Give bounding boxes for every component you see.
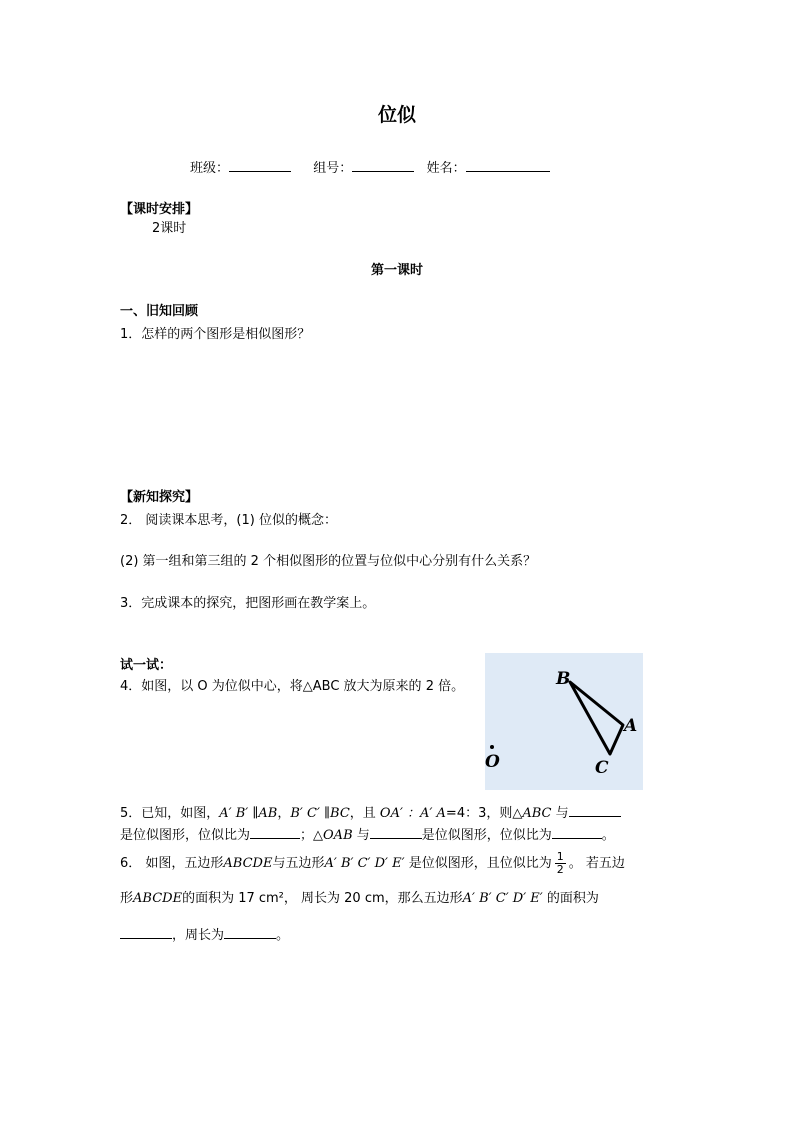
q5-text: 与 — [551, 806, 569, 821]
q5-math: OA′ ：A′ A — [379, 806, 446, 821]
q6-text: 形 — [120, 891, 134, 906]
q5-text: ， — [277, 806, 291, 821]
q6-blank-1[interactable] — [120, 926, 172, 939]
q6-math: A′ B′ C′ D′ E′ — [324, 856, 405, 872]
ratio-fraction — [555, 851, 566, 876]
name-label: 姓名： — [426, 161, 466, 176]
q6-text: 。 若五边 — [568, 856, 625, 872]
q5-blank-4[interactable] — [552, 826, 602, 839]
student-info-line — [190, 159, 550, 177]
q6-text: 与五边形 — [272, 856, 325, 872]
review-heading: 一、旧知回顾 — [120, 304, 199, 319]
q5-math: B′ C′ ∥BC — [290, 806, 350, 821]
question-3: 3．完成课本的探究，把图形画在教学案上。 — [120, 596, 376, 611]
q5-blank-1[interactable] — [569, 804, 621, 817]
fraction-denominator: 2 — [556, 863, 564, 877]
fraction-numerator: 1 — [556, 850, 564, 863]
question-5-line-2 — [120, 826, 615, 844]
q6-text: 。 — [276, 928, 290, 943]
schedule-value: 2课时 — [152, 221, 187, 236]
q5-math: A′ B′ ∥AB — [219, 806, 278, 821]
question-4: 4．如图，以 O 为位似中心，将△ABC 放大为原来的 2 倍。 — [120, 679, 465, 694]
question-5-line-1 — [120, 804, 621, 822]
question-6-line-2 — [120, 891, 599, 907]
question-6-line-3 — [120, 926, 289, 944]
q6-text: 是位似图形，且位似比为 — [404, 856, 552, 872]
question-1: 1．怎样的两个图形是相似图形？ — [120, 327, 311, 342]
q5-text: ； — [300, 828, 314, 843]
label-a: A — [624, 716, 638, 736]
q6-text: 6． 如图，五边形 — [120, 856, 224, 872]
label-c: C — [595, 758, 609, 778]
q6-math: A′ B′ C′ D′ E′ — [462, 891, 543, 906]
q5-text: ，且 — [349, 806, 380, 821]
try-heading: 试一试： — [120, 658, 173, 673]
q5-math: △OAB — [313, 828, 353, 843]
label-o: O — [485, 752, 500, 772]
q5-text: 5．已知，如图， — [120, 806, 220, 821]
triangle-abc — [570, 682, 623, 754]
page-title: 位似 — [377, 104, 416, 126]
q6-blank-2[interactable] — [224, 926, 276, 939]
group-blank[interactable] — [352, 159, 414, 172]
triangle-figure — [485, 653, 643, 790]
class-blank[interactable] — [229, 159, 291, 172]
q5-blank-2[interactable] — [250, 826, 300, 839]
q6-text: 的面积为 17 cm²， 周长为 20 cm，那么五边形 — [182, 891, 463, 906]
q5-text: 。 — [601, 828, 615, 843]
q5-text: 与 — [352, 828, 370, 843]
q5-text: 是位似图形，位似比为 — [120, 828, 251, 843]
question-2-part-2: (2) 第一组和第三组的 2 个相似图形的位置与位似中心分别有什么关系？ — [120, 554, 537, 569]
triangle-diagram — [485, 653, 643, 790]
lesson-title: 第一课时 — [370, 263, 423, 278]
q6-text: 的面积为 — [542, 891, 599, 906]
name-blank[interactable] — [466, 159, 550, 172]
question-2: 2． 阅读课本思考，(1) 位似的概念： — [120, 513, 337, 528]
q5-math: △ABC — [512, 806, 552, 821]
q6-math: ABCDE — [133, 891, 183, 906]
label-b: B — [556, 669, 571, 689]
q5-blank-3[interactable] — [370, 826, 422, 839]
group-label: 组号： — [313, 161, 353, 176]
q6-text: ，周长为 — [172, 928, 225, 943]
question-6-line-1 — [120, 851, 625, 876]
point-o — [490, 745, 494, 749]
q5-text: =4：3，则 — [445, 806, 513, 821]
explore-heading: 【新知探究】 — [120, 490, 199, 505]
schedule-heading: 【课时安排】 — [120, 202, 199, 217]
q5-text: 是位似图形，位似比为 — [421, 828, 552, 843]
q6-math: ABCDE — [223, 856, 273, 872]
class-label: 班级： — [190, 161, 230, 176]
